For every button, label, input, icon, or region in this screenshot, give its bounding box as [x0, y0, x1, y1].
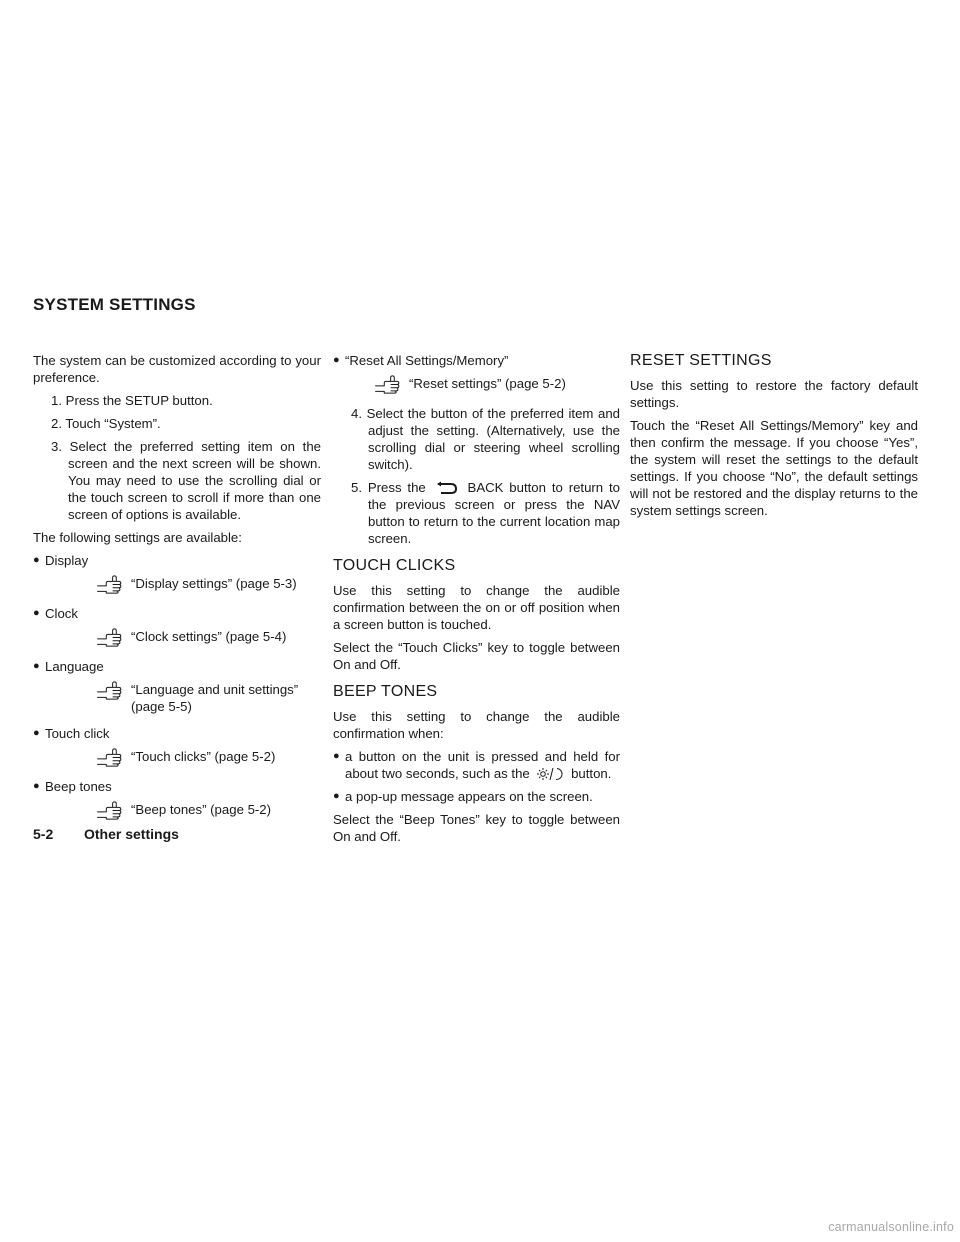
pointing-hand-icon — [91, 681, 127, 701]
column-3 — [630, 352, 918, 525]
beep-tones-paragraph-2: Select the “Beep Tones” key to toggle between On and Off. — [333, 812, 620, 844]
section-title: SYSTEM SETTINGS — [33, 295, 196, 314]
ref-language-settings[interactable]: “Language and unit settings” (page 5-5) — [91, 681, 321, 715]
bullet-dot: ● — [33, 607, 40, 619]
step-5: 5. Press the BACK button to return to the previous screen or press the NAV button to return to the current location map screen. — [351, 480, 621, 546]
bullet-reset-all: ● “Reset All Settings/Memory” — [333, 353, 509, 368]
bullet-clock: ● Clock — [33, 606, 78, 621]
beep-tones-heading: BEEP TONES — [333, 683, 438, 700]
bullet-touch-click: ● Touch click — [33, 726, 110, 741]
beep-tones-paragraph-1: Use this setting to change the audible confirmation when: — [333, 709, 620, 741]
step-2: 2. Touch “System”. — [51, 416, 161, 431]
step-4: 4. Select the button of the preferred item and adjust the setting. (Alternatively, use the scrolling dial or steering wheel scrolling switch). — [351, 406, 620, 472]
step-3: 3. Select the preferred setting item on the screen and the next screen will be shown. You may need to use the scrolling dial or the touch screen to scroll if more than one screen of options is available. — [51, 439, 321, 522]
ref-display-settings[interactable]: “Display settings” (page 5-3) — [91, 575, 321, 595]
bullet-dot: ● — [333, 354, 340, 366]
bullet-dot: ● — [333, 750, 340, 762]
reset-paragraph-2: Touch the “Reset All Settings/Memory” key and then confirm the message. If you choose “Yes”, the system will reset the settings to the default settings. If you choose “No”, the default settings will not be restored and the display returns to the system settings screen. — [630, 418, 918, 518]
bullet-display: ● Display — [33, 553, 89, 568]
reset-settings-heading: RESET SETTINGS — [630, 352, 772, 369]
bullet-dot: ● — [33, 780, 40, 792]
beep-bullet-2: ● a pop-up message appears on the screen. — [333, 789, 593, 804]
bullet-dot: ● — [33, 660, 40, 672]
column-1 — [33, 352, 321, 831]
pointing-hand-icon — [91, 575, 127, 595]
intro-paragraph: The system can be customized according to your preference. — [33, 353, 321, 385]
pointing-hand-icon — [91, 628, 127, 648]
touch-clicks-paragraph-2: Select the “Touch Clicks” key to toggle between On and Off. — [333, 640, 620, 672]
pointing-hand-icon — [91, 801, 127, 821]
reset-paragraph-1: Use this setting to restore the factory default settings. — [630, 378, 918, 410]
ref-clock-settings[interactable]: “Clock settings” (page 5-4) — [91, 628, 321, 648]
touch-clicks-paragraph-1: Use this setting to change the audible confirmation between the on or off position when a screen button is touched. — [333, 583, 620, 632]
bullet-dot: ● — [33, 554, 40, 566]
bullet-beep-tones: ● Beep tones — [33, 779, 112, 794]
pointing-hand-icon — [91, 748, 127, 768]
bullet-dot: ● — [333, 790, 340, 802]
beep-bullet-1: ● a button on the unit is pressed and held for about two seconds, such as the button. — [333, 749, 620, 781]
bullet-dot: ● — [33, 727, 40, 739]
page-number: 5-2 — [33, 826, 54, 842]
available-paragraph: The following settings are available: — [33, 530, 242, 545]
ref-reset-settings[interactable]: “Reset settings” (page 5-2) — [369, 375, 620, 395]
ref-beep-tones[interactable]: “Beep tones” (page 5-2) — [91, 801, 321, 821]
pointing-hand-icon — [369, 375, 405, 395]
footer-label: Other settings — [84, 826, 179, 842]
watermark: carmanualsonline.info — [828, 1220, 954, 1234]
column-2 — [333, 352, 620, 851]
back-arrow-icon — [436, 481, 458, 495]
ref-touch-clicks[interactable]: “Touch clicks” (page 5-2) — [91, 748, 321, 768]
touch-clicks-heading: TOUCH CLICKS — [333, 557, 456, 574]
bullet-language: ● Language — [33, 659, 104, 674]
step-1: 1. Press the SETUP button. — [51, 393, 213, 408]
day-night-icon — [537, 767, 563, 781]
